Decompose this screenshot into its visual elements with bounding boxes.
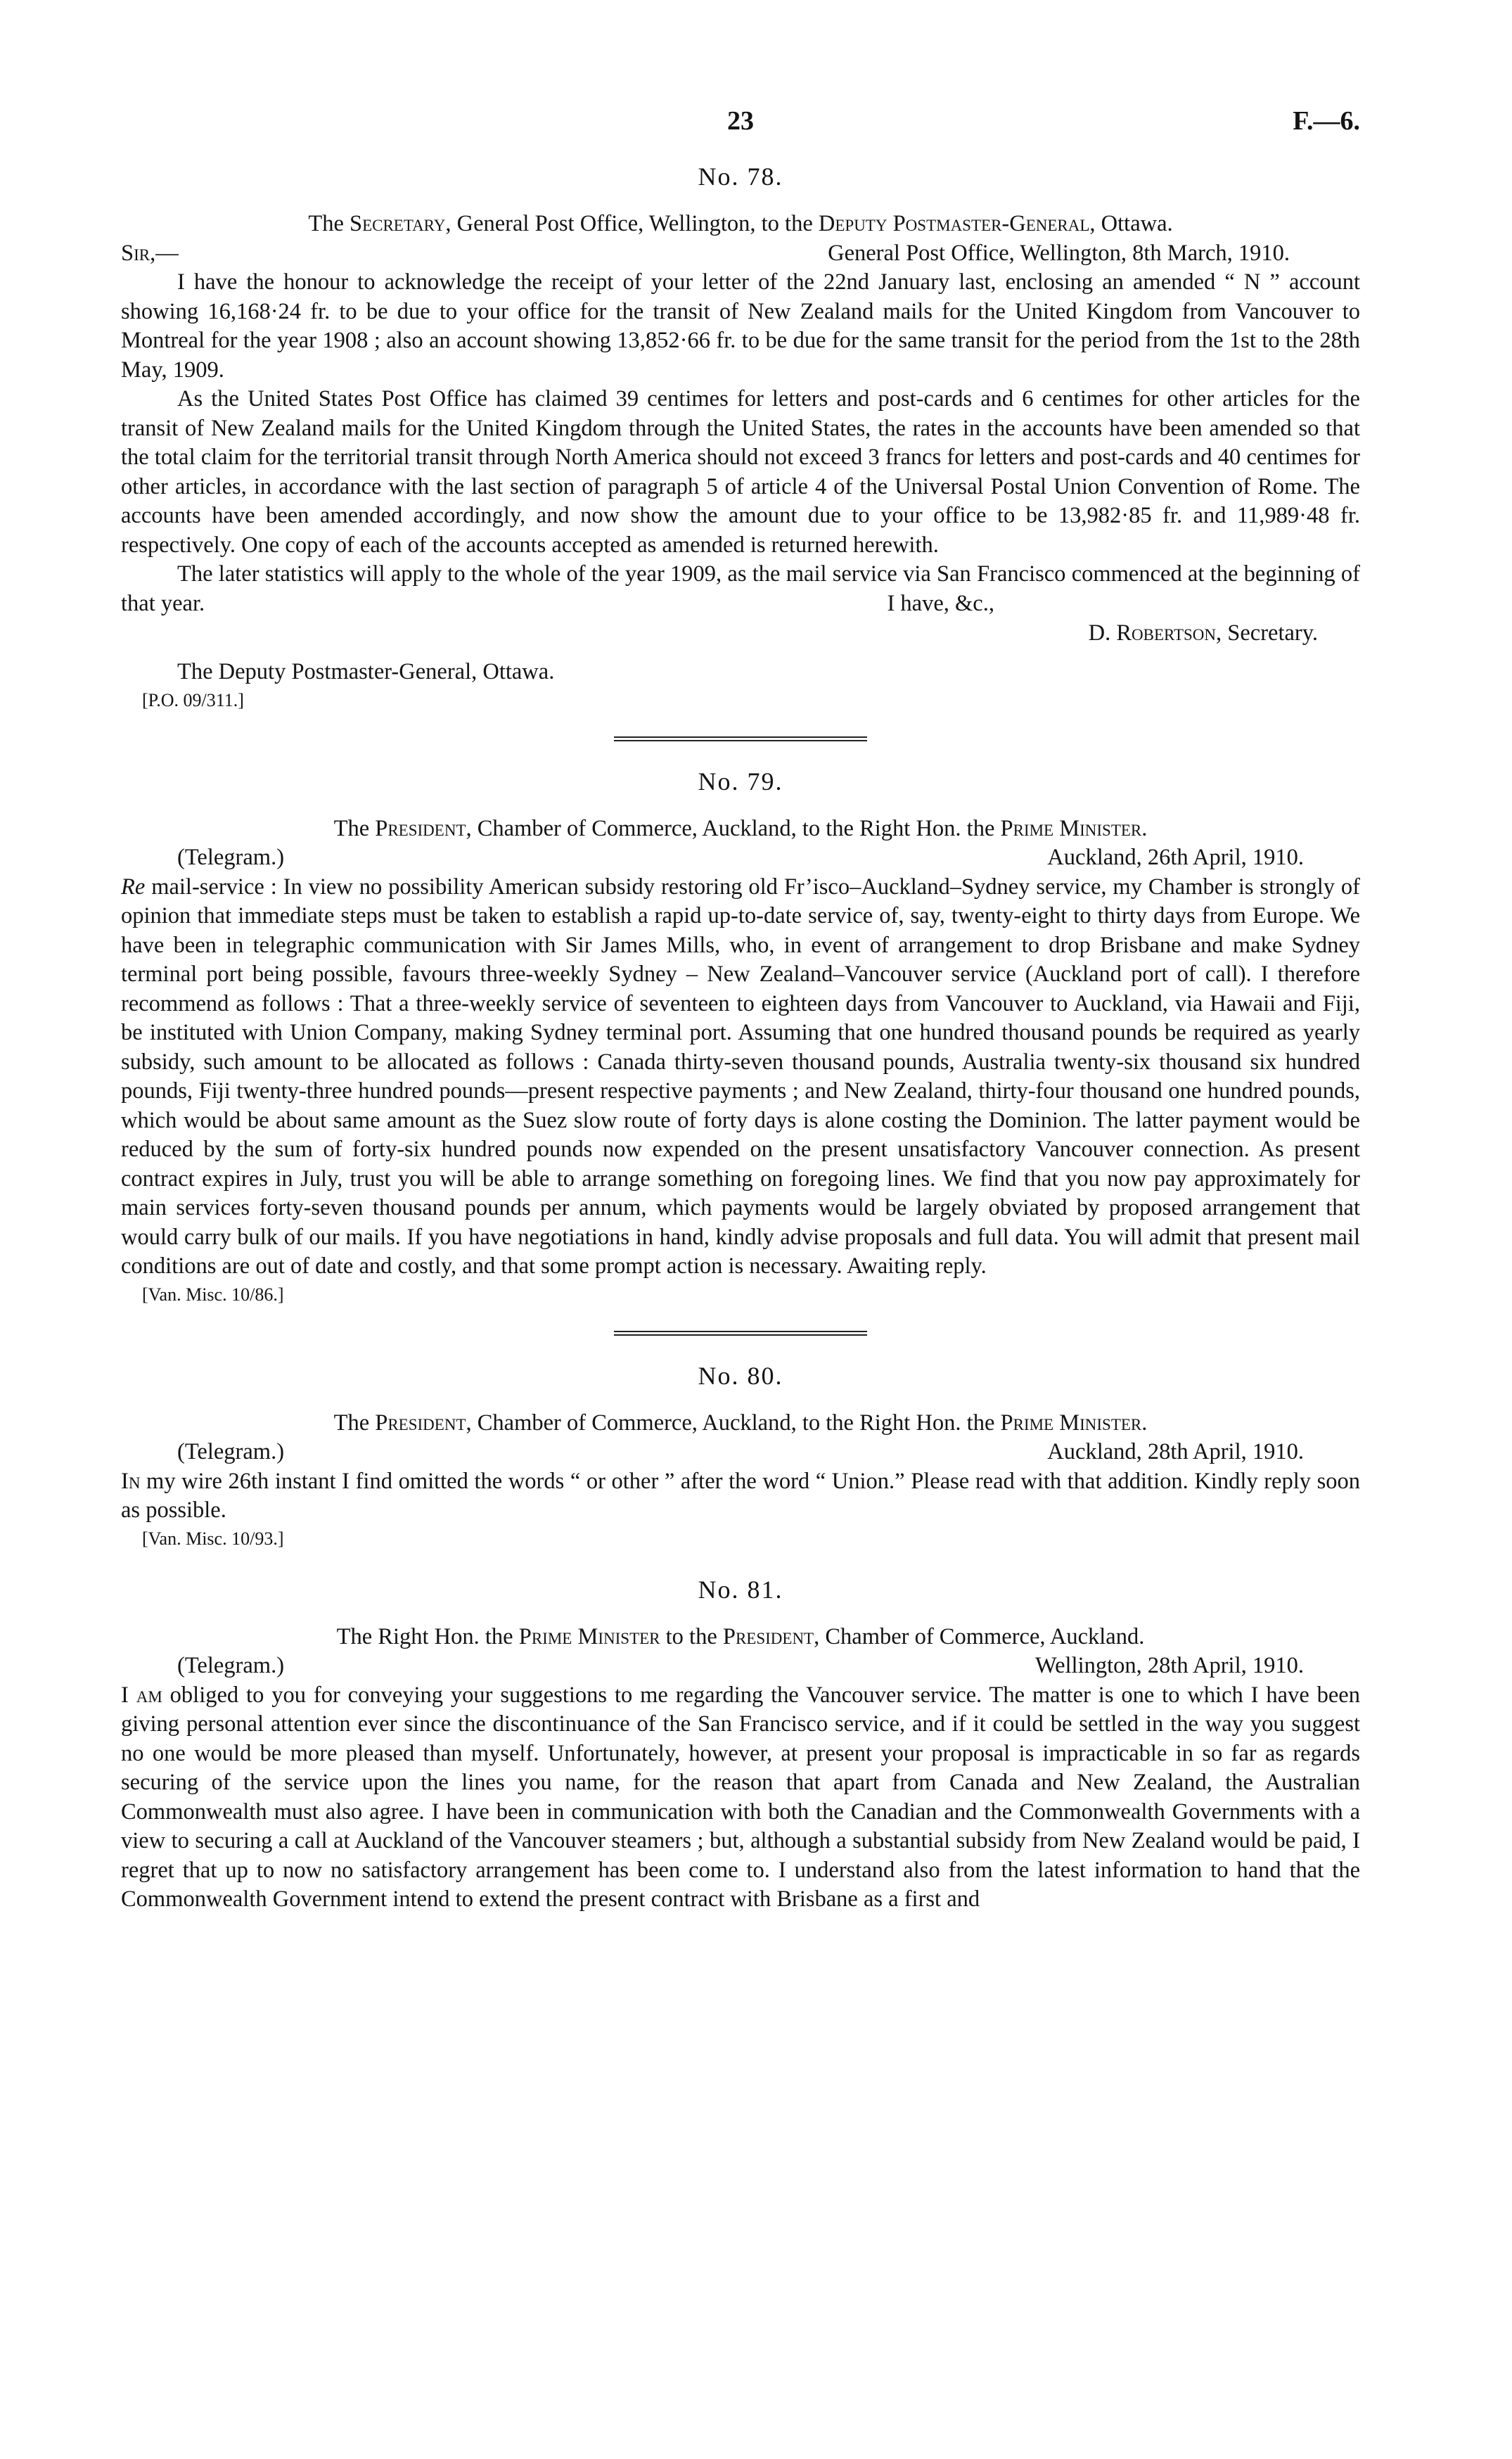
place-date: Wellington, 28th April, 1910. xyxy=(1035,1653,1304,1678)
telegram-row xyxy=(121,1438,1360,1467)
letter-number: No. 81. xyxy=(698,1575,783,1604)
title-text: The xyxy=(333,1410,376,1436)
letter-number: No. 80. xyxy=(698,1361,783,1390)
document-page xyxy=(121,106,1360,1915)
title-text: Deputy Postmaster-General xyxy=(818,211,1090,236)
letter-number: No. 78. xyxy=(698,162,783,191)
title-text: to the xyxy=(660,1623,723,1649)
file-reference: [P.O. 09/311.] xyxy=(142,689,244,710)
title-text: President xyxy=(375,815,466,841)
paragraph: I have the honour to acknowledge the receipt of your letter of the 22nd January last, enclosing an amended “ N ” account showing 16,168·24 fr. to be due to your office for the transit of New Zealand mails for the United Kingdom from Vancouver to Montreal for the year 1908 ; also an account showing 13,852·66 fr. to be due for the same transit for the period from the 1st to the 28th May, 1909. xyxy=(121,269,1360,383)
letter-title xyxy=(121,1623,1360,1652)
complimentary-close: I have, &c., xyxy=(887,591,994,616)
place-date: Auckland, 28th April, 1910. xyxy=(1047,1439,1304,1464)
signature-title: , Secretary. xyxy=(1216,620,1318,646)
title-text: President xyxy=(375,1410,466,1436)
letter-78 xyxy=(121,162,1360,713)
telegram-label: (Telegram.) xyxy=(177,845,285,870)
telegram-body xyxy=(121,1467,1360,1526)
page-header xyxy=(121,106,1360,148)
body-text: mail-service : In view no possibility American subsidy restoring old Fr’isco–Auckland–Sydney service, my Chamber is strongly of opinion that immediate steps must be taken to establish a rapid up-to-date service of, say, twenty-eight to thirty days from Europe. We have been in telegraphic communication with Sir James Mills, who, in event of arrangement to drop Brisbane and make Sydney terminal port being possible, favours three-weekly Sydney – New Zealand–Vancouver service (Auckland port of call). I therefore recommend as follows : That a three-weekly service of seventeen to eighteen days from Vancouver to Auckland, via Hawaii and Fiji, be instituted with Union Company, making Sydney terminal port. Assuming that one hundred thousand pounds be required as yearly subsidy, such amount to be allocated as follows : Canada thirty-seven thousand pounds, Australia twenty-six thousand six hundred pounds, Fiji twenty-three hundred pounds—present respective payments ; and New Zealand, thirty-four thousand one hundred pounds, which would be about same amount as the Suez slow route of forty days is alone costing the Dominion. The latter payment would be reduced by the sum of forty-six hundred pounds now expended on the present unsatisfactory Vancouver connection. As present contract expires in July, trust you will be able to arrange something on foregoing lines. We find that you now pay approximately for main services forty-seven thousand pounds per annum, which payments would be largely obviated by proposed arrangement that would carry bulk of our mails. If you have negotiations in hand, kindly advise proposals and full data. You will admit that present mail conditions are out of date and costly, and that some prompt action is necessary. Awaiting reply. xyxy=(121,874,1360,1279)
body-text: obliged to you for conveying your suggestions to me regarding the Vancouver service. The matter is one to which I have been giving personal attention ever since the discontinuance of the San Francisco service, and if it could be settled in the way you suggest no one would be more pleased than myself. Unfortunately, however, at present your proposal is impracticable in so far as regards securing of the service upon the lines you name, for the reason that apart from Canada and New Zealand, the Australian Commonwealth must also agree. I have been in communication with both the Canadian and the Commonwealth Governments with a view to securing a call at Auckland of the Vancouver steamers ; but, although a substantial subsidy from New Zealand would be paid, I regret that up to now no satisfactory arrangement has been come to. I understand also from the latest information to hand that the Commonwealth Government intend to extend the present contract with Brisbane as a first and xyxy=(121,1682,1360,1912)
place-date: General Post Office, Wellington, 8th March, 1910. xyxy=(828,240,1290,266)
telegram-body xyxy=(121,873,1360,1282)
title-text: Prime Minister xyxy=(1000,1410,1142,1436)
signature-name: D. Robertson xyxy=(1088,620,1217,646)
title-text: Prime Minister xyxy=(518,1623,660,1649)
telegram-label: (Telegram.) xyxy=(177,1653,285,1678)
letter-number: No. 79. xyxy=(698,767,783,796)
telegram-label: (Telegram.) xyxy=(177,1439,285,1464)
telegram-row xyxy=(121,843,1360,873)
title-text: President xyxy=(722,1623,814,1649)
signature xyxy=(121,619,1360,649)
title-text: , Chamber of Commerce, Auckland, to the Right Hon. the xyxy=(466,815,1001,841)
addressee: The Deputy Postmaster-General, Ottawa. xyxy=(177,659,555,684)
title-text: , Chamber of Commerce, Auckland, to the Right Hon. the xyxy=(466,1410,1001,1436)
page-number: 23 xyxy=(727,106,754,136)
title-text: . xyxy=(1141,815,1148,841)
paragraph: As the United States Post Office has claimed 39 centimes for letters and post-cards and 6 centimes for other articles for the transit of New Zealand mails for the United Kingdom through the United States, the rates in the accounts have been amended so that the total claim for the territorial transit through North America should not exceed 3 francs for letters and post-cards and 40 centimes for other articles, in accordance with the last section of paragraph 5 of article 4 of the Universal Postal Union Convention of Rome. The accounts have been amended accordingly, and now show the amount due to your office to be 13,982·85 fr. and 11,989·48 fr. respectively. One copy of each of the accounts accepted as amended is returned herewith. xyxy=(121,386,1360,558)
title-text: , General Post Office, Wellington, to the xyxy=(445,211,819,236)
section-divider xyxy=(614,1331,867,1336)
salutation: Sir,— xyxy=(121,240,179,266)
body-text: my wire 26th instant I find omitted the words “ or other ” after the word “ Union.” Please read with that addition. Kindly reply soon as possible. xyxy=(121,1468,1360,1523)
file-reference: [Van. Misc. 10/86.] xyxy=(142,1284,284,1305)
title-text: , Ottawa. xyxy=(1089,211,1173,236)
lead-word: I am xyxy=(121,1682,162,1708)
letter-title xyxy=(121,815,1360,844)
letter-title xyxy=(121,1409,1360,1438)
file-reference: [Van. Misc. 10/93.] xyxy=(142,1528,284,1549)
title-text: Prime Minister xyxy=(1000,815,1142,841)
title-text: Secretary xyxy=(350,211,446,236)
telegram-body xyxy=(121,1681,1360,1915)
paper-reference: F.—6. xyxy=(1293,106,1360,136)
title-text: The xyxy=(308,211,350,236)
title-text: The Right Hon. the xyxy=(336,1623,519,1649)
letter-80 xyxy=(121,1361,1360,1551)
lead-word: In xyxy=(121,1468,141,1494)
paragraph: The later statistics will apply to the whole of the year 1909, as the mail service via San Francisco commenced at the beginning of that year. xyxy=(121,561,1360,616)
section-divider xyxy=(614,736,867,741)
place-date: Auckland, 26th April, 1910. xyxy=(1047,845,1304,870)
letter-81 xyxy=(121,1575,1360,1915)
letter-title xyxy=(121,210,1360,239)
re-label: Re xyxy=(121,874,146,900)
title-text: The xyxy=(333,815,376,841)
title-text: , Chamber of Commerce, Auckland. xyxy=(814,1623,1145,1649)
letter-79 xyxy=(121,767,1360,1307)
salutation-row xyxy=(121,239,1360,269)
telegram-row xyxy=(121,1652,1360,1681)
title-text: . xyxy=(1141,1410,1148,1436)
